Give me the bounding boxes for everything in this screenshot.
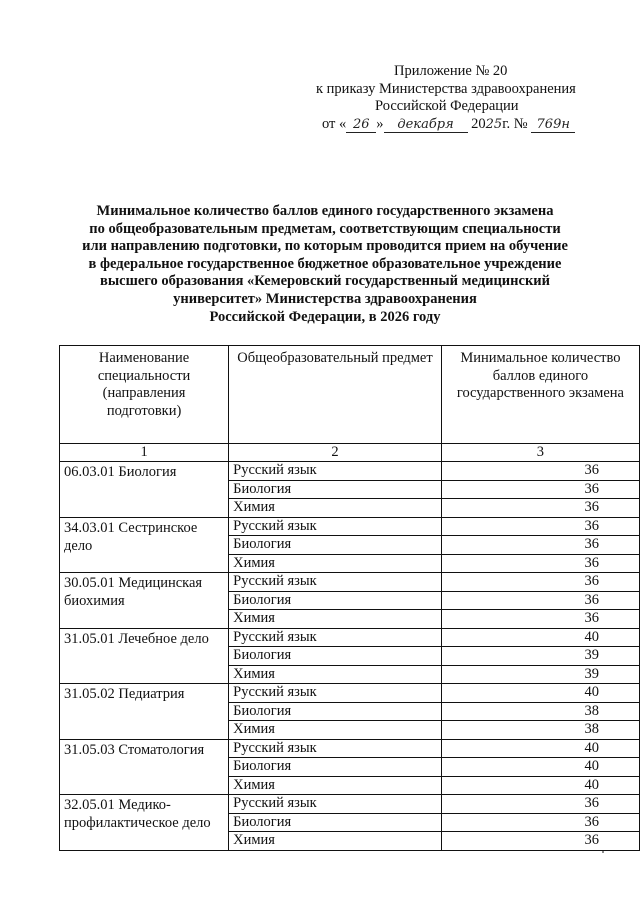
header-subject: Общеобразовательный предмет xyxy=(229,346,442,444)
table-row xyxy=(60,739,640,758)
subject-cell: Химия xyxy=(229,665,442,684)
title-line: Российской Федерации, в 2026 году xyxy=(209,308,441,325)
title-line: Минимальное количество баллов единого государственного экзамена xyxy=(96,203,554,219)
table-row xyxy=(60,462,640,481)
subject-cell: Химия xyxy=(229,832,442,851)
subject-cell: Биология xyxy=(229,591,442,610)
score-cell: 40 xyxy=(441,739,639,758)
score-cell: 36 xyxy=(441,499,639,518)
federation-line: Российской Федерации xyxy=(375,98,519,114)
score-cell: 36 xyxy=(441,795,639,814)
score-cell: 36 xyxy=(441,832,639,851)
specialty-cell: 06.03.01 Биология xyxy=(60,462,229,518)
date-year-prefix: 20 xyxy=(471,115,486,132)
subject-cell: Химия xyxy=(229,776,442,795)
specialty-cell: 34.03.01 Сестринское дело xyxy=(60,517,229,573)
subject-cell: Русский язык xyxy=(229,739,442,758)
subject-cell: Русский язык xyxy=(229,684,442,703)
score-cell: 40 xyxy=(441,776,639,795)
score-cell: 40 xyxy=(441,758,639,777)
table-row xyxy=(60,573,640,592)
subject-cell: Биология xyxy=(229,758,442,777)
title-line: по общеобразовательным предметам, соответствующим специальности xyxy=(89,220,561,237)
specialty-cell: 31.05.03 Стоматология xyxy=(60,739,229,795)
title-line: или направлению подготовки, по которым проводится прием на обучение xyxy=(82,238,568,255)
score-cell: 36 xyxy=(441,536,639,555)
subject-cell: Биология xyxy=(229,480,442,499)
table-row xyxy=(60,517,640,536)
score-cell: 36 xyxy=(441,462,639,481)
date-day: 26 xyxy=(346,118,376,133)
appendix-header xyxy=(300,63,620,133)
order-number: 769н xyxy=(531,118,575,133)
subject-cell: Химия xyxy=(229,554,442,573)
subject-cell: Химия xyxy=(229,499,442,518)
specialty-cell: 30.05.01 Медицинская биохимия xyxy=(60,573,229,629)
score-cell: 40 xyxy=(441,684,639,703)
title-line: университет» Министерства здравоохранения xyxy=(173,290,477,307)
appendix-number: Приложение № 20 xyxy=(394,63,508,79)
document-title xyxy=(60,203,590,326)
order-reference: к приказу Министерства здравоохранения xyxy=(316,80,576,97)
subject-cell: Русский язык xyxy=(229,795,442,814)
score-cell: 36 xyxy=(441,480,639,499)
date-prefix: от « xyxy=(322,115,347,132)
subject-cell: Химия xyxy=(229,610,442,629)
table-row xyxy=(60,628,640,647)
score-cell: 36 xyxy=(441,610,639,629)
date-month: декабря xyxy=(384,118,468,133)
index-cell: 2 xyxy=(229,444,442,462)
score-cell: 39 xyxy=(441,665,639,684)
subject-cell: Русский язык xyxy=(229,628,442,647)
specialty-cell: 32.05.01 Медико-профилактическое дело xyxy=(60,795,229,851)
order-date-line xyxy=(300,116,620,134)
date-year-suffix: 25 xyxy=(485,116,503,132)
score-cell: 39 xyxy=(441,647,639,666)
header-min-score: Минимальное количество баллов единого государственного экзамена xyxy=(441,346,639,444)
subject-cell: Русский язык xyxy=(229,573,442,592)
date-year-end: г. № xyxy=(502,115,528,132)
table-row xyxy=(60,684,640,703)
score-cell: 40 xyxy=(441,628,639,647)
date-quote-close: » xyxy=(376,115,384,132)
table-row xyxy=(60,795,640,814)
subject-cell: Биология xyxy=(229,647,442,666)
specialty-cell: 31.05.02 Педиатрия xyxy=(60,684,229,740)
title-line: высшего образования «Кемеровский государственный медицинский xyxy=(99,273,551,290)
scores-table xyxy=(59,345,640,851)
index-cell: 3 xyxy=(441,444,639,462)
column-index-row xyxy=(60,444,640,462)
score-cell: 36 xyxy=(441,517,639,536)
score-cell: 36 xyxy=(441,554,639,573)
subject-cell: Русский язык xyxy=(229,462,442,481)
score-cell: 36 xyxy=(441,813,639,832)
score-cell: 36 xyxy=(441,573,639,592)
header-specialty: Наименование специальности (направления подготовки) xyxy=(60,346,229,444)
score-cell: 36 xyxy=(441,591,639,610)
score-cell: 38 xyxy=(441,721,639,740)
subject-cell: Биология xyxy=(229,813,442,832)
title-line: в федеральное государственное бюджетное образовательное учреждение xyxy=(88,255,562,272)
specialty-cell: 31.05.01 Лечебное дело xyxy=(60,628,229,684)
subject-cell: Биология xyxy=(229,536,442,555)
subject-cell: Биология xyxy=(229,702,442,721)
scan-speck xyxy=(602,851,604,853)
subject-cell: Русский язык xyxy=(229,517,442,536)
subject-cell: Химия xyxy=(229,721,442,740)
score-cell: 38 xyxy=(441,702,639,721)
index-cell: 1 xyxy=(60,444,229,462)
